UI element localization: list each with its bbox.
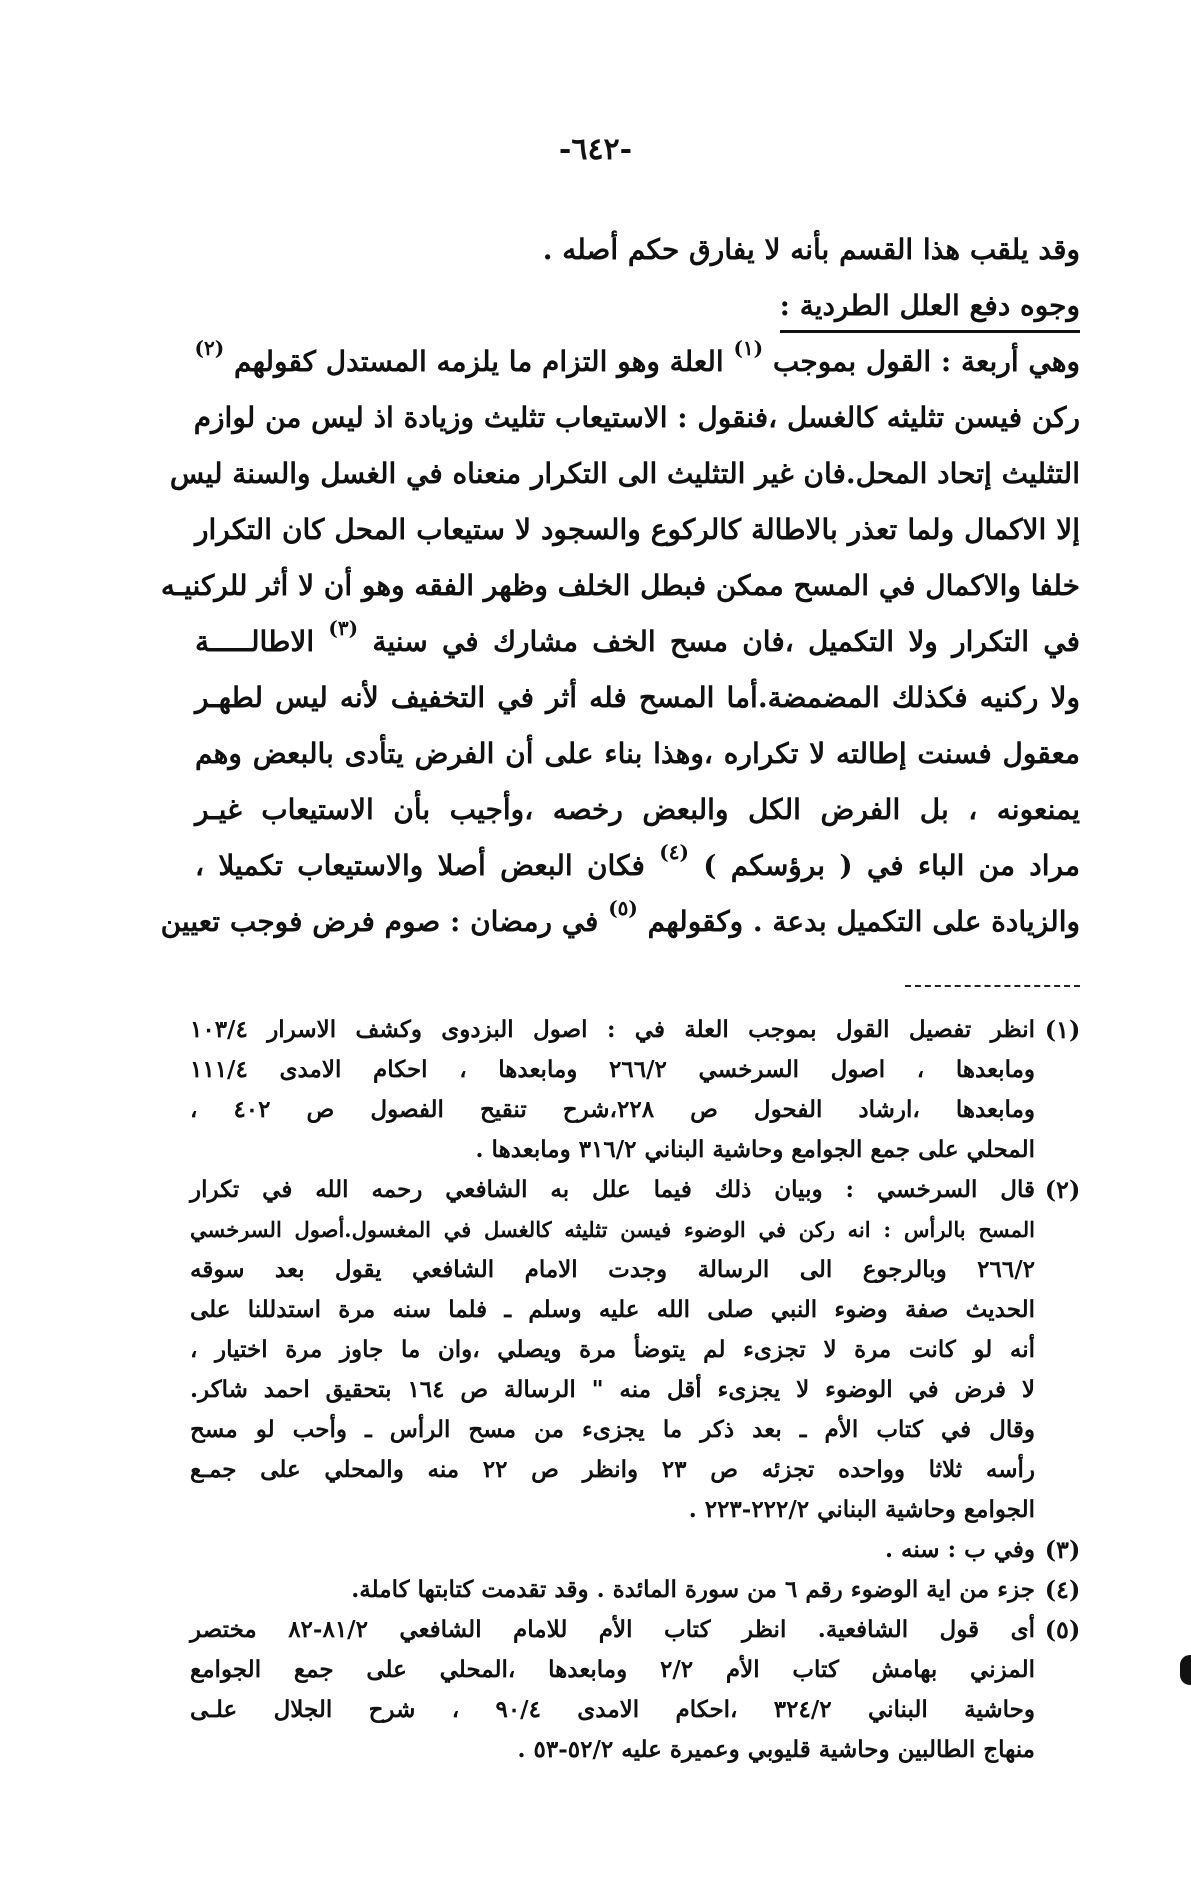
text-segment: العلة وهو التزام ما يلزمه المستدل كقولهم: [233, 345, 724, 378]
section-heading: وجوه دفع العلل الطردية :: [780, 284, 1080, 333]
text-segment: في رمضان : صوم فرض فوجب تعيين: [160, 905, 599, 938]
footnote-ref-2: (٢): [194, 336, 225, 360]
footnote-line: ٢٦٦/٢ وبالرجوع الى الرسالة وجدت الامام الشافعي يقول بعد سوقه: [190, 1256, 1035, 1283]
text-line: وقد يلقب هذا القسم بأنه لا يفارق حكم أصله .: [542, 233, 1080, 266]
text-line: ولا ركنيه فكذلك المضمضة.أما المسح فله أثر في التخفيف لأنه ليس لطهـر: [195, 681, 1080, 714]
text-segment: وهي أربعة : القول بموجب: [772, 345, 1080, 378]
footnote-4: [190, 1570, 1090, 1610]
text-line: [195, 334, 1080, 390]
footnote-body: [190, 1610, 1035, 1770]
footnote-ref-3: (٣): [328, 616, 359, 640]
footnote-number: (١): [1044, 1015, 1081, 1044]
footnote-body: [190, 1530, 1035, 1570]
text-segment: الاطالـــــة: [195, 625, 315, 658]
footnote-body: [190, 1170, 1035, 1530]
footnote-line: وقال في كتاب الأم ـ بعد ذكر ما يجزىء من مسح الرأس ـ وأحب لو مسح: [190, 1416, 1035, 1443]
text-line: [195, 838, 1080, 894]
footnote-ref-1: (١): [733, 336, 764, 360]
text-line: يمنعونه ، بل الفرض الكل والبعض رخصه ،وأجيب بأن الاستيعاب غيـر: [195, 793, 1080, 826]
footnote-line: رأسه ثلاثا وواحده تجزئه ص ٢٣ وانظر ص ٢٢ منه والمحلي على جمـع: [190, 1456, 1035, 1483]
text-line: خلفا والاكمال في المسح ممكن فبطل الخلف وظهر الفقه وهو أن لا أثر للركنيـه: [160, 569, 1080, 602]
footnote-line: قال السرخسي : وبيان ذلك فيما علل به الشافعي رحمه الله في تكرار: [190, 1176, 1035, 1203]
footnote-line: ومابعدها ، اصول السرخسي ٢٦٦/٢ ومابعدها ، احكام الامدى ١١١/٤: [190, 1056, 1036, 1083]
text-line: [195, 614, 1080, 670]
footnote-3: [190, 1530, 1090, 1570]
footnote-body: [190, 1010, 1035, 1170]
text-segment: مراد من الباء في ( برؤسكم ): [703, 849, 1080, 882]
footnote-ref-5: (٥): [608, 896, 638, 920]
footnote-line: وحاشية البناني ٣٢٤/٢ ،احكام الامدى ٩٠/٤ ، شرح الجلال علـى: [190, 1696, 1036, 1723]
text-line: معقول فسنت إطالته لا تكراره ،وهذا بناء على أن الفرض يتأدى بالبعض وهم: [195, 737, 1080, 770]
footnote-line: المسح بالرأس : انه ركن في الوضوء فيسن تثليثه كالغسل في المغسول.أصول السرخسي: [190, 1217, 1035, 1242]
footnote-line: ومابعدها ،ارشاد الفحول ص ٢٢٨،شرح تنقيح الفصول ص ٤٠٢ ،: [190, 1096, 1035, 1123]
text-line: التثليث إتحاد المحل.فان غير التثليث الى التكرار منعناه في الغسل والسنة ليس: [169, 457, 1080, 490]
footnote-2: [190, 1170, 1090, 1530]
main-text: [160, 222, 1081, 950]
footnote-body: [190, 1570, 1035, 1610]
footnote-line: الحديث صفة وضوء النبي صلى الله عليه وسلم ـ فلما سنه مرة استدللنا على: [190, 1296, 1035, 1323]
section-heading-line: [195, 278, 1080, 334]
text-line: [160, 894, 1080, 950]
footnote-line: أنه لو كانت مرة لا تجزىء لم يتوضأ مرة ويصلي ،وان ما جاوز مرة اختيار ،: [190, 1336, 1035, 1363]
footnote-line: الجوامع وحاشية البناني ٢٢٢/٢-٢٢٣ .: [688, 1496, 1035, 1523]
text-line: ركن فيسن تثليثه كالغسل ،فنقول : الاستيعاب تثليث وزيادة اذ ليس من لوازم: [193, 401, 1080, 434]
footnote-number: (٣): [1044, 1535, 1081, 1564]
footnote-line: منهاج الطالبين وحاشية قليوبي وعميرة عليه ٥٢/٢-٥٣ .: [517, 1736, 1035, 1763]
footnote-line: أى قول الشافعية. انظر كتاب الأم للامام الشافعي ٨١/٢-٨٢ مختصر: [190, 1616, 1035, 1643]
text-segment: في التكرار ولا التكميل ،فان مسح الخف مشارك في سنية: [372, 625, 1081, 658]
text-segment: فكان البعض أصلا والاستيعاب تكميلا ،: [195, 849, 645, 882]
text-segment: والزيادة على التكميل بدعة . وكقولهم: [647, 905, 1080, 938]
footnote-line: المزني بهامش كتاب الأم ٢/٢ ومابعدها ،المحلي على جمع الجوامع: [190, 1656, 1035, 1683]
scan-edge-mark: [1180, 1655, 1191, 1685]
footnote-1: [190, 1010, 1090, 1170]
footnote-line: المحلي على جمع الجوامع وحاشية البناني ٣١٦/٢ ومابعدها .: [475, 1136, 1035, 1163]
footnotes: [190, 1010, 1090, 1770]
footnote-5: [190, 1610, 1090, 1770]
footnote-line: انظر تفصيل القول بموجب العلة في : اصول البزدوى وكشف الاسرار ١٠٣/٤: [190, 1016, 1035, 1043]
footnote-number: (٢): [1044, 1175, 1081, 1204]
footnote-number: (٥): [1044, 1615, 1081, 1644]
footnote-line: وفي ب : سنه .: [885, 1536, 1035, 1563]
footnote-divider: [905, 985, 1080, 987]
page-number: -٦٤٢-: [558, 132, 633, 167]
footnote-number: (٤): [1044, 1575, 1081, 1604]
footnote-ref-4: (٤): [659, 840, 689, 864]
text-line: إلا الاكمال ولما تعذر بالاطالة كالركوع والسجود لا ستيعاب المحل كان التكرار: [195, 513, 1080, 546]
footnote-line: جزء من اية الوضوء رقم ٦ من سورة المائدة . وقد تقدمت كتابتها كاملة.: [351, 1576, 1035, 1603]
footnote-line: لا فرض في الوضوء لا يجزىء أقل منه " الرسالة ص ١٦٤ بتحقيق احمد شاكر.: [190, 1376, 1036, 1403]
